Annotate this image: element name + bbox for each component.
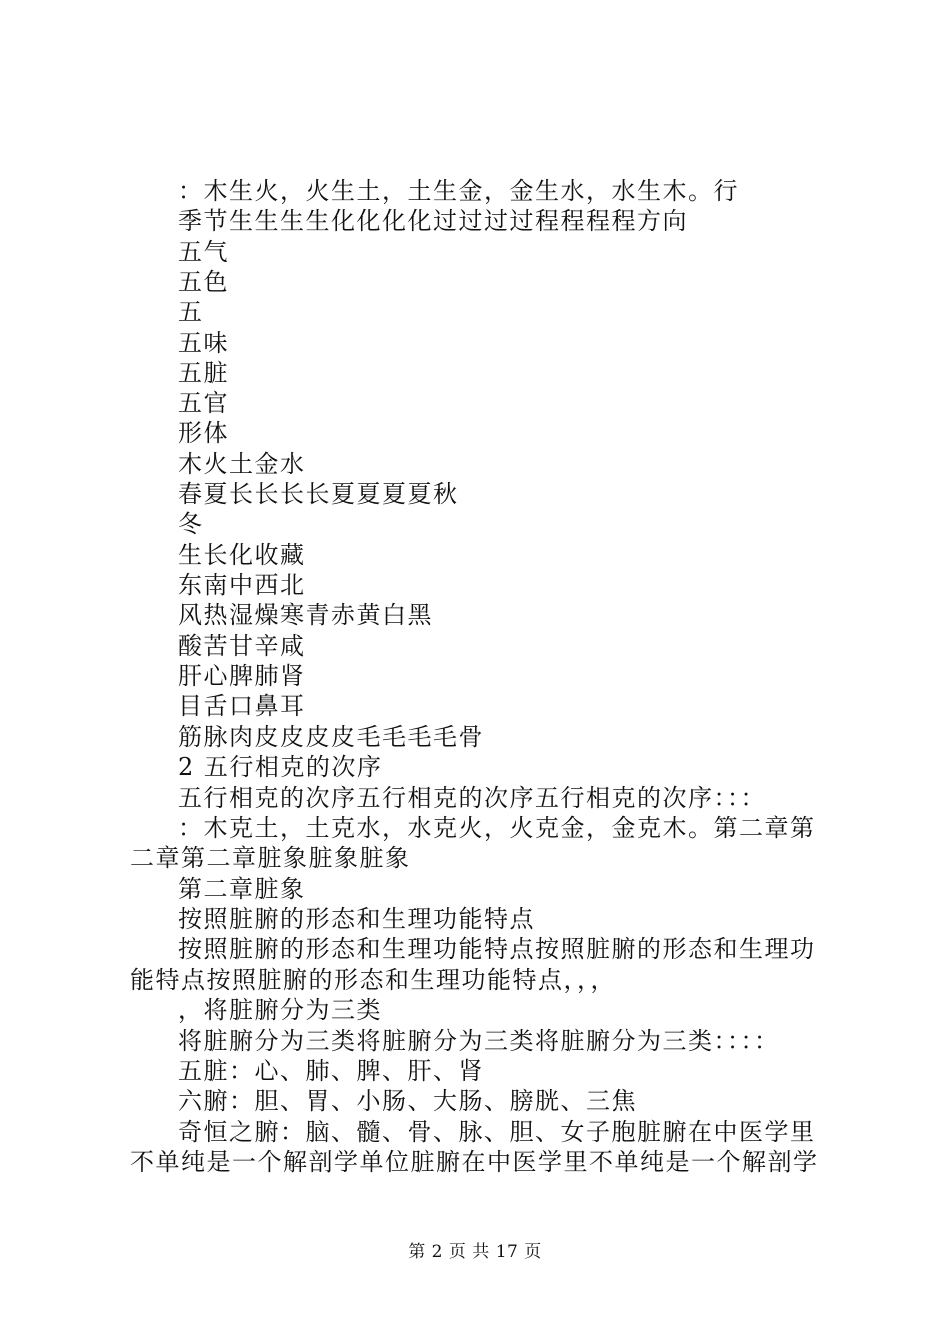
page-number-footer: 第 2 页 共 17 页 xyxy=(408,1242,542,1262)
text-line: 奇恒之腑：脑、髓、骨、脉、胆、女子胞脏腑在中医学里 xyxy=(178,1118,816,1146)
text-line: 按照脏腑的形态和生理功能特点 xyxy=(178,905,535,933)
text-line: 目舌口鼻耳 xyxy=(178,692,306,720)
text-line: ：木克土，土克水，水克火，火克金，金克木。第二章第 xyxy=(178,814,816,842)
text-line: 按照脏腑的形态和生理功能特点按照脏腑的形态和生理功 xyxy=(178,935,816,963)
text-line: 五行相克的次序五行相克的次序五行相克的次序：：： xyxy=(178,784,766,812)
text-line: 五 xyxy=(178,298,204,326)
text-line: 肝心脾肺肾 xyxy=(178,662,306,690)
text-line: 五官 xyxy=(178,389,229,417)
text-line: 二章第二章脏象脏象脏象 xyxy=(130,844,411,872)
text-line: 不单纯是一个解剖学单位脏腑在中医学里不单纯是一个解剖学 xyxy=(130,1148,819,1176)
text-line: 将脏腑分为三类将脏腑分为三类将脏腑分为三类：：：： xyxy=(178,1027,780,1055)
text-line: 春夏长长长长夏夏夏夏秋 xyxy=(178,480,459,508)
text-line: 酸苦甘辛咸 xyxy=(178,632,306,660)
text-line: 形体 xyxy=(178,419,229,447)
text-line: 冬 xyxy=(178,510,204,538)
text-line: 东南中西北 xyxy=(178,571,306,599)
text-line: 五脏 xyxy=(178,359,229,387)
text-line: 五脏：心、肺、脾、肝、肾 xyxy=(178,1057,484,1085)
text-line: 筋脉肉皮皮皮皮毛毛毛毛骨 xyxy=(178,723,484,751)
text-line: 木火土金水 xyxy=(178,450,306,478)
text-line: 五色 xyxy=(178,268,229,296)
text-line: 五气 xyxy=(178,238,229,266)
chapter-heading: 第二章脏象 xyxy=(178,875,306,903)
text-line: 生长化收藏 xyxy=(178,541,306,569)
text-line: ：木生火，火生土，土生金，金生水，水生木。行 xyxy=(178,177,739,205)
text-line: 能特点按照脏腑的形态和生理功能特点，，， xyxy=(130,966,616,994)
text-line: 六腑：胆、胃、小肠、大肠、膀胱、三焦 xyxy=(178,1087,637,1115)
text-line: 季节生生生生化化化化过过过过程程程程方向 xyxy=(178,207,688,235)
text-line: ，将脏腑分为三类 xyxy=(178,996,382,1024)
text-line: 五味 xyxy=(178,329,229,357)
section-heading: 2 五行相克的次序 xyxy=(178,753,383,781)
text-line: 风热湿燥寒青赤黄白黑 xyxy=(178,601,433,629)
